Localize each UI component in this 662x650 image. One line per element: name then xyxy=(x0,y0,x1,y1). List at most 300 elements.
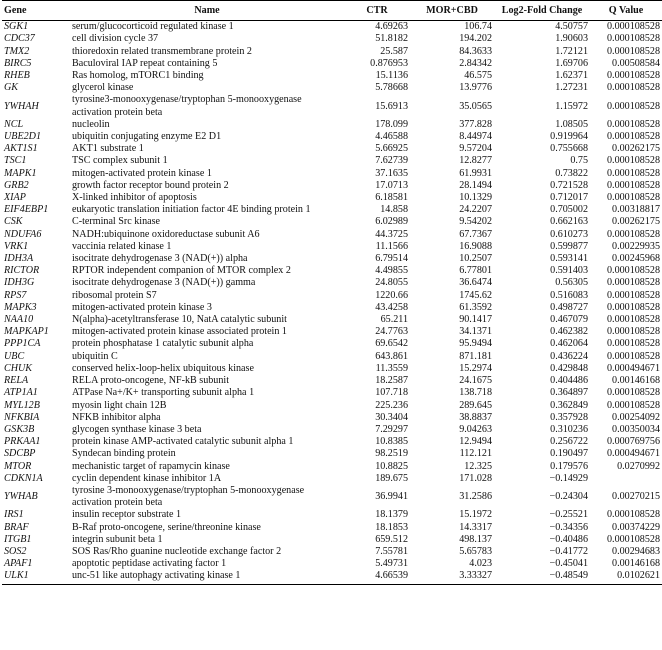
log2-fold-change-value: 0.599877 xyxy=(550,240,588,252)
ctr-value: 5.66925 xyxy=(375,143,408,155)
table-row xyxy=(2,119,662,131)
table-row xyxy=(2,180,662,192)
table-row xyxy=(2,375,662,387)
mor-cbd-value: 9.54202 xyxy=(459,216,492,228)
column-header-name: Name xyxy=(70,1,344,21)
gene-name: NFKB inhibitor alpha xyxy=(72,411,161,423)
table-row xyxy=(2,94,662,118)
log2-fold-change-value: 1.69706 xyxy=(555,57,588,69)
gene-symbol: UBC xyxy=(4,350,25,362)
gene-symbol: AKT1S1 xyxy=(4,143,38,155)
ctr-value: 7.55781 xyxy=(375,545,408,557)
gene-symbol: ATP1A1 xyxy=(4,387,38,399)
ctr-value: 98.2519 xyxy=(375,448,408,460)
ctr-value: 4.69263 xyxy=(375,21,408,33)
table-row xyxy=(2,400,662,412)
gene-name: AKT1 substrate 1 xyxy=(72,143,144,155)
mor-cbd-value: 138.718 xyxy=(459,387,492,399)
table-row xyxy=(2,570,662,584)
log2-fold-change-value: 0.429848 xyxy=(550,362,588,374)
gene-symbol: RICTOR xyxy=(4,265,40,277)
mor-cbd-value: 289.645 xyxy=(459,399,492,411)
gene-name: glycerol kinase xyxy=(72,82,134,94)
log2-fold-change-value: 0.436224 xyxy=(550,350,588,362)
log2-fold-change-value: 0.591403 xyxy=(550,265,588,277)
ctr-value: 5.49731 xyxy=(375,558,408,570)
q-value: 0.000108528 xyxy=(607,155,660,167)
q-value: 0.000108528 xyxy=(607,33,660,45)
log2-fold-change-value: 0.498727 xyxy=(550,301,588,313)
ctr-value: 36.9941 xyxy=(375,491,408,503)
gene-symbol: APAF1 xyxy=(4,558,33,570)
mor-cbd-value: 15.1972 xyxy=(459,509,492,521)
ctr-value: 18.2587 xyxy=(375,375,408,387)
gene-name: mechanistic target of rapamycin kinase xyxy=(72,460,230,472)
gene-name: myosin light chain 12B xyxy=(72,399,167,411)
q-value: 0.000108528 xyxy=(607,118,660,130)
mor-cbd-value: 35.0565 xyxy=(459,100,492,112)
q-value: 0.000108528 xyxy=(607,45,660,57)
mor-cbd-value: 31.2586 xyxy=(459,491,492,503)
gene-name: protein kinase AMP-activated catalytic subunit alpha 1 xyxy=(72,436,294,448)
mor-cbd-value: 871.181 xyxy=(459,350,492,362)
gene-name: cyclin dependent kinase inhibitor 1A xyxy=(72,472,222,484)
q-value: 0.00262175 xyxy=(612,143,660,155)
gene-symbol: TSC1 xyxy=(4,155,27,167)
ctr-value: 7.29297 xyxy=(375,423,408,435)
gene-name: vaccinia related kinase 1 xyxy=(72,240,172,252)
gene-symbol: IDH3A xyxy=(4,253,34,265)
ctr-value: 25.587 xyxy=(380,45,408,57)
gene-symbol: YWHAH xyxy=(4,100,39,112)
ctr-value: 5.78668 xyxy=(375,82,408,94)
table-row xyxy=(2,351,662,363)
table-row xyxy=(2,326,662,338)
gene-name: mitogen-activated protein kinase associated protein 1 xyxy=(72,326,287,338)
gene-name: Baculoviral IAP repeat containing 5 xyxy=(72,57,218,69)
mor-cbd-value: 106.74 xyxy=(464,21,492,33)
ctr-value: 10.8385 xyxy=(375,436,408,448)
log2-fold-change-value: 0.516083 xyxy=(550,289,588,301)
q-value: 0.000108528 xyxy=(607,179,660,191)
ctr-value: 15.1136 xyxy=(375,70,408,82)
ctr-value: 30.3404 xyxy=(375,411,408,423)
gene-expression-table xyxy=(2,0,662,585)
gene-name: nucleolin xyxy=(72,118,110,130)
gene-symbol: CDC37 xyxy=(4,33,35,45)
q-value: 0.000108528 xyxy=(607,289,660,301)
gene-symbol: ITGB1 xyxy=(4,533,32,545)
gene-symbol: YWHAB xyxy=(4,491,38,503)
gene-symbol: ULK1 xyxy=(2,570,70,584)
q-value: 0.00254092 xyxy=(612,411,660,423)
gene-symbol: NDUFA6 xyxy=(4,228,42,240)
ctr-value: 6.79514 xyxy=(375,253,408,265)
q-value: 0.00350034 xyxy=(612,423,660,435)
gene-symbol: NAA10 xyxy=(4,314,34,326)
log2-fold-change-value: 1.90603 xyxy=(555,33,588,45)
mor-cbd-value: 194.202 xyxy=(459,33,492,45)
ctr-value: 4.66539 xyxy=(344,570,410,584)
ctr-value: 178.099 xyxy=(375,118,408,130)
column-header-gene: Gene xyxy=(2,1,70,21)
gene-name: N(alpha)-acetyltransferase 10, NatA catalytic subunit xyxy=(72,314,287,326)
q-value: 0.000108528 xyxy=(607,314,660,326)
gene-symbol: PRKAA1 xyxy=(4,436,41,448)
log2-fold-change-value: 0.256722 xyxy=(550,436,588,448)
ctr-value: 44.3725 xyxy=(375,228,408,240)
ctr-value: 107.718 xyxy=(375,387,408,399)
q-value: 0.000108528 xyxy=(607,350,660,362)
q-value: 0.000108528 xyxy=(607,131,660,143)
gene-name: Syndecan binding protein xyxy=(72,448,176,460)
gene-name: protein phosphatase 1 catalytic subunit alpha xyxy=(72,338,254,350)
gene-symbol: BIRC5 xyxy=(4,57,32,69)
log2-fold-change-value: 0.362849 xyxy=(550,399,588,411)
mor-cbd-value: 10.2507 xyxy=(459,253,492,265)
gene-symbol: GSK3B xyxy=(4,423,35,435)
header-row xyxy=(2,1,662,21)
mor-cbd-value: 13.9776 xyxy=(459,82,492,94)
log2-fold-change-value: −0.25521 xyxy=(549,509,588,521)
q-value: 0.000108528 xyxy=(607,70,660,82)
table-row xyxy=(2,192,662,204)
gene-symbol: MYL12B xyxy=(4,399,40,411)
gene-symbol: NCL xyxy=(4,118,24,130)
table-row xyxy=(2,473,662,485)
log2-fold-change-value: 0.310236 xyxy=(550,423,588,435)
table-row xyxy=(2,82,662,94)
q-value: 0.000108528 xyxy=(607,21,660,33)
log2-fold-change-value: −0.48549 xyxy=(494,570,590,584)
table-row xyxy=(2,33,662,45)
gene-name: conserved helix-loop-helix ubiquitous kinase xyxy=(72,362,254,374)
mor-cbd-value: 24.2207 xyxy=(459,204,492,216)
q-value: 0.000108528 xyxy=(607,387,660,399)
ctr-value: 4.49855 xyxy=(375,265,408,277)
gene-symbol: IDH3G xyxy=(4,277,35,289)
q-value: 0.0102621 xyxy=(590,570,662,584)
q-value: 0.00245968 xyxy=(612,253,660,265)
column-header-mor-cbd: MOR+CBD xyxy=(410,1,494,21)
q-value: 0.000108528 xyxy=(607,228,660,240)
ctr-value: 7.62739 xyxy=(375,155,408,167)
gene-symbol: EIF4EBP1 xyxy=(4,204,49,216)
mor-cbd-value: 9.04263 xyxy=(459,423,492,435)
log2-fold-change-value: −0.45041 xyxy=(549,558,588,570)
column-header-log2-fold-change: Log2-Fold Change xyxy=(494,1,590,21)
log2-fold-change-value: 0.755668 xyxy=(550,143,588,155)
q-value: 0.000108528 xyxy=(607,338,660,350)
gene-symbol: TMX2 xyxy=(4,45,30,57)
table-header xyxy=(2,1,662,21)
mor-cbd-value: 90.1417 xyxy=(459,314,492,326)
ctr-value: 643.861 xyxy=(375,350,408,362)
table-row xyxy=(2,155,662,167)
ctr-value: 65.211 xyxy=(380,314,408,326)
ctr-value: 1220.66 xyxy=(375,289,408,301)
mor-cbd-value: 28.1494 xyxy=(459,179,492,191)
mor-cbd-value: 5.65783 xyxy=(459,545,492,557)
q-value: 0.00146168 xyxy=(612,558,660,570)
ctr-value: 24.7763 xyxy=(375,326,408,338)
gene-name: ribosomal protein S7 xyxy=(72,289,157,301)
mor-cbd-value: 24.1675 xyxy=(459,375,492,387)
table-row xyxy=(2,168,662,180)
log2-fold-change-value: 1.08505 xyxy=(555,118,588,130)
q-value: 0.000108528 xyxy=(607,100,660,112)
table-row xyxy=(2,58,662,70)
mor-cbd-value: 67.7367 xyxy=(459,228,492,240)
q-value: 0.000108528 xyxy=(607,509,660,521)
gene-name: unc-51 like autophagy activating kinase 1 xyxy=(70,570,344,584)
table-row xyxy=(2,534,662,546)
table-row xyxy=(2,448,662,460)
table-row xyxy=(2,387,662,399)
ctr-value: 17.0713 xyxy=(375,179,408,191)
mor-cbd-value: 12.9494 xyxy=(459,436,492,448)
table-row xyxy=(2,290,662,302)
log2-fold-change-value: 0.467079 xyxy=(550,314,588,326)
gene-name: ATPase Na+/K+ transporting subunit alpha 1 xyxy=(72,387,255,399)
mor-cbd-value: 61.9931 xyxy=(459,167,492,179)
gene-symbol: MTOR xyxy=(4,460,32,472)
mor-cbd-value: 15.2974 xyxy=(459,362,492,374)
gene-symbol: SDCBP xyxy=(4,448,36,460)
log2-fold-change-value: 0.462064 xyxy=(550,338,588,350)
mor-cbd-value: 377.828 xyxy=(459,118,492,130)
gene-symbol: VRK1 xyxy=(4,240,29,252)
gene-name: ubiquitin C xyxy=(72,350,118,362)
q-value: 0.000108528 xyxy=(607,277,660,289)
mor-cbd-value: 2.84342 xyxy=(459,57,492,69)
mor-cbd-value: 10.1329 xyxy=(459,192,492,204)
table-row xyxy=(2,21,662,34)
gene-symbol: GRB2 xyxy=(4,179,29,191)
log2-fold-change-value: 1.27231 xyxy=(555,82,588,94)
q-value: 0.000108528 xyxy=(607,167,660,179)
log2-fold-change-value: 0.919964 xyxy=(550,131,588,143)
gene-name: Ras homolog, mTORC1 binding xyxy=(72,70,204,82)
table-row xyxy=(2,546,662,558)
log2-fold-change-value: 0.364897 xyxy=(550,387,588,399)
q-value: 0.00262175 xyxy=(612,216,660,228)
ctr-value: 11.1566 xyxy=(375,240,408,252)
q-value: 0.00374229 xyxy=(612,521,660,533)
mor-cbd-value: 46.575 xyxy=(464,70,492,82)
log2-fold-change-value: 0.462382 xyxy=(550,326,588,338)
gene-name: mitogen-activated protein kinase 3 xyxy=(72,301,212,313)
table-row xyxy=(2,522,662,534)
column-header-q-value: Q Value xyxy=(590,1,662,21)
table-row xyxy=(2,558,662,570)
table-row xyxy=(2,241,662,253)
gene-name: tyrosine 3-monooxygenase/tryptophan 5-monooxygenase activation protein beta xyxy=(72,484,305,509)
q-value: 0.000108528 xyxy=(607,192,660,204)
table-row xyxy=(2,509,662,521)
log2-fold-change-value: −0.41772 xyxy=(549,545,588,557)
gene-name: serum/glucocorticoid regulated kinase 1 xyxy=(72,21,234,33)
gene-symbol: NFKBIA xyxy=(4,411,40,423)
gene-name: tyrosine3-monooxygenase/tryptophan 5-monooxygenase activation protein beta xyxy=(72,94,302,118)
gene-name: insulin receptor substrate 1 xyxy=(72,509,182,521)
gene-name: C-terminal Src kinase xyxy=(72,216,161,228)
table-row xyxy=(2,277,662,289)
table-row xyxy=(2,143,662,155)
gene-symbol: GK xyxy=(4,82,19,94)
ctr-value: 24.8055 xyxy=(375,277,408,289)
log2-fold-change-value: 1.72121 xyxy=(555,45,588,57)
mor-cbd-value: 36.6474 xyxy=(459,277,492,289)
log2-fold-change-value: 1.15972 xyxy=(555,100,588,112)
log2-fold-change-value: 0.712017 xyxy=(550,192,588,204)
mor-cbd-value: 84.3633 xyxy=(459,45,492,57)
log2-fold-change-value: 0.73822 xyxy=(555,167,588,179)
log2-fold-change-value: −0.40486 xyxy=(549,533,588,545)
gene-name: growth factor receptor bound protein 2 xyxy=(72,179,229,191)
mor-cbd-value: 171.028 xyxy=(459,472,492,484)
table-row xyxy=(2,314,662,326)
gene-name: RPTOR independent companion of MTOR complex 2 xyxy=(72,265,291,277)
q-value: 0.00294683 xyxy=(612,545,660,557)
log2-fold-change-value: 0.357928 xyxy=(550,411,588,423)
table-row xyxy=(2,412,662,424)
q-value: 0.0270992 xyxy=(617,460,660,472)
log2-fold-change-value: 0.610273 xyxy=(550,228,588,240)
q-value: 0.000108528 xyxy=(607,82,660,94)
ctr-value: 37.1635 xyxy=(375,167,408,179)
gene-name: X-linked inhibitor of apoptosis xyxy=(72,192,197,204)
mor-cbd-value: 8.44974 xyxy=(459,131,492,143)
gene-symbol: MAPK3 xyxy=(4,301,37,313)
ctr-value: 10.8825 xyxy=(375,460,408,472)
log2-fold-change-value: 0.179576 xyxy=(550,460,588,472)
mor-cbd-value: 1745.62 xyxy=(459,289,492,301)
log2-fold-change-value: 0.662163 xyxy=(550,216,588,228)
mor-cbd-value: 12.8277 xyxy=(459,155,492,167)
q-value xyxy=(590,473,662,485)
q-value: 0.000494671 xyxy=(607,362,660,374)
gene-name: integrin subunit beta 1 xyxy=(72,533,163,545)
table-row xyxy=(2,131,662,143)
gene-symbol: IRS1 xyxy=(4,509,24,521)
mor-cbd-value: 95.9494 xyxy=(459,338,492,350)
ctr-value: 69.6542 xyxy=(375,338,408,350)
gene-symbol: RHEB xyxy=(4,70,30,82)
mor-cbd-value: 6.77801 xyxy=(459,265,492,277)
gene-table-container xyxy=(2,0,660,585)
gene-name: isocitrate dehydrogenase 3 (NAD(+)) alpha xyxy=(72,253,248,265)
gene-name: isocitrate dehydrogenase 3 (NAD(+)) gamma xyxy=(72,277,256,289)
table-row xyxy=(2,204,662,216)
table-row xyxy=(2,363,662,375)
mor-cbd-value: 14.3317 xyxy=(459,521,492,533)
gene-symbol: UBE2D1 xyxy=(4,131,42,143)
table-row xyxy=(2,70,662,82)
gene-name: NADH:ubiquinone oxidoreductase subunit A6 xyxy=(72,228,260,240)
gene-name: ubiquitin conjugating enzyme E2 D1 xyxy=(72,131,222,143)
gene-name: RELA proto-oncogene, NF-kB subunit xyxy=(72,375,229,387)
gene-symbol: CHUK xyxy=(4,362,33,374)
gene-name: mitogen-activated protein kinase 1 xyxy=(72,167,212,179)
gene-symbol: RELA xyxy=(4,375,29,387)
log2-fold-change-value: 0.721528 xyxy=(550,179,588,191)
log2-fold-change-value: 1.62371 xyxy=(555,70,588,82)
gene-name: SOS Ras/Rho guanine nucleotide exchange factor 2 xyxy=(72,545,282,557)
gene-name: B-Raf proto-oncogene, serine/threonine kinase xyxy=(72,521,261,533)
q-value: 0.000494671 xyxy=(607,448,660,460)
table-row xyxy=(2,436,662,448)
gene-symbol: XIAP xyxy=(4,192,26,204)
log2-fold-change-value: 0.593141 xyxy=(550,253,588,265)
ctr-value: 659.512 xyxy=(375,533,408,545)
gene-symbol: RPS7 xyxy=(4,289,27,301)
q-value: 0.00318817 xyxy=(612,204,660,216)
ctr-value: 18.1853 xyxy=(375,521,408,533)
mor-cbd-value: 34.1371 xyxy=(459,326,492,338)
q-value: 0.000108528 xyxy=(607,399,660,411)
table-row xyxy=(2,46,662,58)
ctr-value: 15.6913 xyxy=(375,100,408,112)
gene-symbol: BRAF xyxy=(4,521,29,533)
table-row xyxy=(2,229,662,241)
q-value: 0.00146168 xyxy=(612,375,660,387)
ctr-value: 225.236 xyxy=(375,399,408,411)
ctr-value: 14.858 xyxy=(380,204,408,216)
log2-fold-change-value: −0.14929 xyxy=(549,472,588,484)
mor-cbd-value: 4.023 xyxy=(469,558,492,570)
ctr-value: 189.675 xyxy=(375,472,408,484)
q-value: 0.000108528 xyxy=(607,265,660,277)
table-body xyxy=(2,21,662,584)
gene-name: cell division cycle 37 xyxy=(72,33,159,45)
q-value: 0.00229935 xyxy=(612,240,660,252)
table-row xyxy=(2,302,662,314)
gene-symbol: PPP1CA xyxy=(4,338,41,350)
gene-name: glycogen synthase kinase 3 beta xyxy=(72,423,202,435)
gene-symbol: MAPK1 xyxy=(4,167,37,179)
table-row xyxy=(2,216,662,228)
table-row xyxy=(2,253,662,265)
ctr-value: 6.18581 xyxy=(375,192,408,204)
log2-fold-change-value: 0.705002 xyxy=(550,204,588,216)
q-value: 0.000108528 xyxy=(607,301,660,313)
q-value: 0.000108528 xyxy=(607,326,660,338)
column-header-ctr: CTR xyxy=(344,1,410,21)
gene-symbol: CSK xyxy=(4,216,23,228)
gene-symbol: CDKN1A xyxy=(4,472,43,484)
q-value: 0.00270215 xyxy=(612,491,660,503)
log2-fold-change-value: 0.75 xyxy=(570,155,588,167)
log2-fold-change-value: 0.404486 xyxy=(550,375,588,387)
table-row xyxy=(2,461,662,473)
q-value: 0.000108528 xyxy=(607,533,660,545)
q-value: 0.000769756 xyxy=(607,436,660,448)
mor-cbd-value: 3.33327 xyxy=(410,570,494,584)
ctr-value: 0.876953 xyxy=(370,57,408,69)
mor-cbd-value: 112.121 xyxy=(459,448,492,460)
ctr-value: 18.1379 xyxy=(375,509,408,521)
gene-symbol: SGK1 xyxy=(4,21,29,33)
mor-cbd-value: 12.325 xyxy=(464,460,492,472)
table-row xyxy=(2,424,662,436)
mor-cbd-value: 38.8837 xyxy=(459,411,492,423)
log2-fold-change-value: 0.190497 xyxy=(550,448,588,460)
table-row xyxy=(2,485,662,509)
gene-symbol: MAPKAP1 xyxy=(4,326,49,338)
ctr-value: 51.8182 xyxy=(375,33,408,45)
log2-fold-change-value: −0.34356 xyxy=(549,521,588,533)
